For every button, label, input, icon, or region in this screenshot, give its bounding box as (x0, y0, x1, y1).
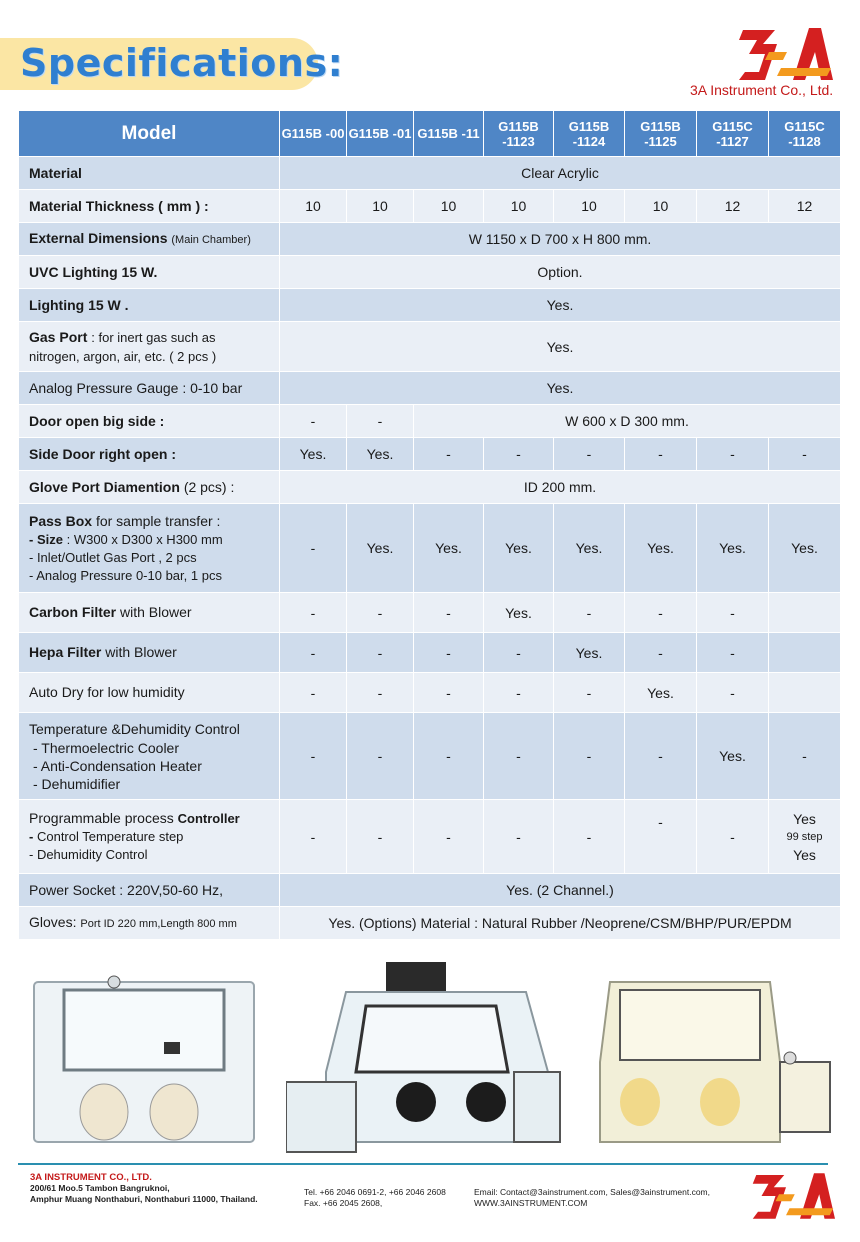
cell-value: Yes. (625, 673, 697, 713)
cell-value: - (625, 633, 697, 673)
footer-web[interactable]: WWW.3AINSTRUMENT.COM (474, 1198, 588, 1208)
row-value: Yes. (Options) Material : Natural Rubber /Neoprene/CSM/BHP/PUR/EPDM (280, 907, 841, 940)
cell-value: - (769, 713, 841, 800)
cell-value: - (347, 405, 414, 438)
cell-value: Yes. (554, 504, 625, 593)
cell-value: - (347, 800, 414, 874)
cell-value: Yes. (347, 438, 414, 471)
row-label: Auto Dry for low humidity (19, 673, 280, 713)
model-code: G115C -1127 (697, 111, 769, 157)
footer-fax: Fax. +66 2045 2608, (304, 1198, 383, 1208)
cell-value: Yes. (280, 438, 347, 471)
row-label: Lighting 15 W . (19, 289, 280, 322)
table-row (19, 223, 841, 256)
table-row (19, 713, 841, 800)
3a-logo-icon (735, 22, 835, 86)
cell-value: - (484, 713, 554, 800)
sub-item: - Dehumidifier (33, 775, 121, 792)
row-value: W 600 x D 300 mm. (414, 405, 841, 438)
cell-value: - (280, 633, 347, 673)
sub-item: - Inlet/Outlet Gas Port , 2 pcs (29, 549, 197, 565)
cell-value: - (697, 438, 769, 471)
cell-value: - (484, 673, 554, 713)
row-label (19, 907, 280, 940)
cell-value: 10 (484, 190, 554, 223)
cell-value: - (347, 673, 414, 713)
cell-value: Yes. (414, 504, 484, 593)
table-row (19, 256, 841, 289)
glovebox-photo-icon (580, 962, 836, 1162)
row-label-main: Carbon Filter (29, 604, 117, 620)
row-label-note: Port ID 220 mm,Length 800 mm (80, 917, 237, 930)
sub-item: : W300 x D300 x H300 mm (66, 531, 223, 547)
cell-value: - (697, 633, 769, 673)
cell-value: - (280, 713, 347, 800)
cell-value: - (625, 438, 697, 471)
row-label (19, 322, 280, 372)
cell-value: - (280, 405, 347, 438)
row-value: Yes. (280, 322, 841, 372)
cell-value: Yes. (769, 504, 841, 593)
row-label: Material (19, 157, 280, 190)
cell-value: - (625, 800, 697, 874)
row-label-main: Gas Port (29, 328, 88, 345)
model-header: Model (19, 111, 280, 157)
sub-item: - Dehumidity Control (29, 847, 148, 862)
table-row (19, 504, 841, 593)
cell-value: 10 (280, 190, 347, 223)
cell-line: 99 step (786, 830, 823, 843)
cell-value: - (625, 593, 697, 633)
table-row (19, 633, 841, 673)
cell-value (769, 673, 841, 713)
cell-value: Yes. (347, 504, 414, 593)
row-label (19, 800, 280, 874)
sub-item: - Anti-Condensation Heater (33, 757, 202, 774)
sub-item: - Thermoelectric Cooler (33, 739, 180, 756)
cell-value: - (697, 593, 769, 633)
row-value: Clear Acrylic (280, 157, 841, 190)
cell-value: - (347, 593, 414, 633)
cell-value: 10 (625, 190, 697, 223)
cell-value: - (280, 504, 347, 593)
footer-tel: Tel. +66 2046 0691-2, +66 2046 2608 (304, 1187, 446, 1197)
3a-logo-icon (748, 1168, 838, 1224)
cell-value: - (554, 593, 625, 633)
cell-value: - (484, 800, 554, 874)
row-label-main: Temperature &Dehumidity Control (29, 720, 240, 737)
model-code: G115B -00 (280, 111, 347, 157)
cell-value: - (414, 438, 484, 471)
cell-value: Yes. (484, 593, 554, 633)
model-code: G115B -11 (414, 111, 484, 157)
cell-line: Yes (793, 846, 816, 863)
cell-value: - (414, 593, 484, 633)
cell-value (769, 593, 841, 633)
cell-value: - (414, 673, 484, 713)
row-label: Power Socket : 220V,50-60 Hz, (19, 874, 280, 907)
footer-divider (18, 1163, 828, 1165)
cell-value: - (347, 713, 414, 800)
table-row (19, 405, 841, 438)
footer-contact (474, 1187, 710, 1209)
cell-value: - (484, 438, 554, 471)
cell-value: Yes. (697, 713, 769, 800)
cell-value (769, 800, 841, 874)
row-label: Analog Pressure Gauge : 0-10 bar (19, 372, 280, 405)
cell-value: - (769, 438, 841, 471)
row-label (19, 713, 280, 800)
sub-item-bold: - Size (29, 531, 63, 547)
cell-value (769, 633, 841, 673)
cell-value: 12 (697, 190, 769, 223)
cell-value: 10 (347, 190, 414, 223)
row-label-main: Programmable process (29, 810, 174, 826)
model-code: G115B -1124 (554, 111, 625, 157)
footer-email[interactable]: Email: Contact@3ainstrument.com, Sales@3ainstrument.com, (474, 1187, 710, 1197)
table-row (19, 190, 841, 223)
cell-value: - (697, 800, 769, 874)
row-label: Side Door right open : (19, 438, 280, 471)
row-label-main: Glove Port Diamention (29, 478, 180, 495)
header (0, 0, 860, 110)
row-label (19, 223, 280, 256)
row-label-rest: with Blower (120, 604, 192, 620)
cell-value: 10 (414, 190, 484, 223)
cell-value: - (554, 800, 625, 874)
row-label: Material Thickness ( mm ) : (19, 190, 280, 223)
cell-value: Yes. (625, 504, 697, 593)
cell-value: - (625, 713, 697, 800)
row-label (19, 633, 280, 673)
cell-value: - (554, 438, 625, 471)
sub-item: Control Temperature step (36, 829, 184, 844)
cell-value: - (414, 713, 484, 800)
footer-company: 3A INSTRUMENT CO., LTD. (30, 1172, 152, 1183)
cell-value: Yes. (697, 504, 769, 593)
model-code: G115B -1125 (625, 111, 697, 157)
row-label-bold: Controller (177, 811, 240, 826)
cell-value: 12 (769, 190, 841, 223)
footer-address-line: 200/61 Moo.5 Tambon Bangruknoi, (30, 1183, 170, 1193)
row-label-main: External Dimensions (29, 229, 168, 246)
model-code: G115B -1123 (484, 111, 554, 157)
row-value: ID 200 mm. (280, 471, 841, 504)
cell-value: Yes. (554, 633, 625, 673)
table-row (19, 907, 841, 940)
footer-address (30, 1172, 258, 1205)
row-value: Yes. (280, 289, 841, 322)
table-row (19, 593, 841, 633)
row-label: UVC Lighting 15 W. (19, 256, 280, 289)
model-code: G115C -1128 (769, 111, 841, 157)
table-row (19, 673, 841, 713)
row-label (19, 504, 280, 593)
cell-value: - (554, 713, 625, 800)
row-value: Yes. (2 Channel.) (280, 874, 841, 907)
row-value: Option. (280, 256, 841, 289)
row-label-rest: with Blower (105, 644, 177, 660)
company-name: 3A Instrument Co., Ltd. (690, 82, 834, 98)
cell-value: - (347, 633, 414, 673)
row-label-desc: : for inert gas such as nitrogen, argon, air, etc. ( 2 pcs ) (29, 329, 217, 364)
cell-value: - (554, 673, 625, 713)
row-value: Yes. (280, 372, 841, 405)
table-row (19, 471, 841, 504)
glovebox-photo-icon (24, 962, 264, 1162)
cell-value: Yes. (484, 504, 554, 593)
table-row (19, 289, 841, 322)
cell-value: - (280, 800, 347, 874)
row-label-main: Pass Box (29, 512, 93, 529)
table-header-row (19, 111, 841, 157)
table-row (19, 322, 841, 372)
row-label (19, 593, 280, 633)
table-row (19, 157, 841, 190)
footer-phone (304, 1187, 446, 1209)
glovebox-photo-icon (286, 962, 564, 1162)
cell-value: - (484, 633, 554, 673)
row-value: W 1150 x D 700 x H 800 mm. (280, 223, 841, 256)
row-label (19, 471, 280, 504)
cell-value: 10 (554, 190, 625, 223)
page-title: Specifications: (20, 41, 344, 85)
cell-value: - (697, 673, 769, 713)
spec-table (18, 110, 841, 940)
cell-value: - (414, 800, 484, 874)
product-photos (0, 962, 860, 1162)
footer-address-line: Amphur Muang Nonthaburi, Nonthaburi 11000, Thailand. (30, 1194, 258, 1204)
model-code: G115B -01 (347, 111, 414, 157)
cell-value: - (414, 633, 484, 673)
cell-line: Yes (793, 810, 816, 827)
row-label-qty: (2 pcs) : (183, 478, 235, 495)
row-label-main: Gloves: (29, 913, 77, 930)
table-row (19, 874, 841, 907)
row-label-rest: for sample transfer : (95, 512, 221, 529)
table-row (19, 372, 841, 405)
row-label-note: (Main Chamber) (171, 233, 251, 246)
sub-item-bold: - (29, 829, 34, 844)
cell-value: - (280, 593, 347, 633)
sub-item: - Analog Pressure 0-10 bar, 1 pcs (29, 567, 222, 583)
cell-value: - (280, 673, 347, 713)
table-row (19, 438, 841, 471)
table-row (19, 800, 841, 874)
row-label: Door open big side : (19, 405, 280, 438)
row-label-main: Hepa Filter (29, 644, 102, 660)
